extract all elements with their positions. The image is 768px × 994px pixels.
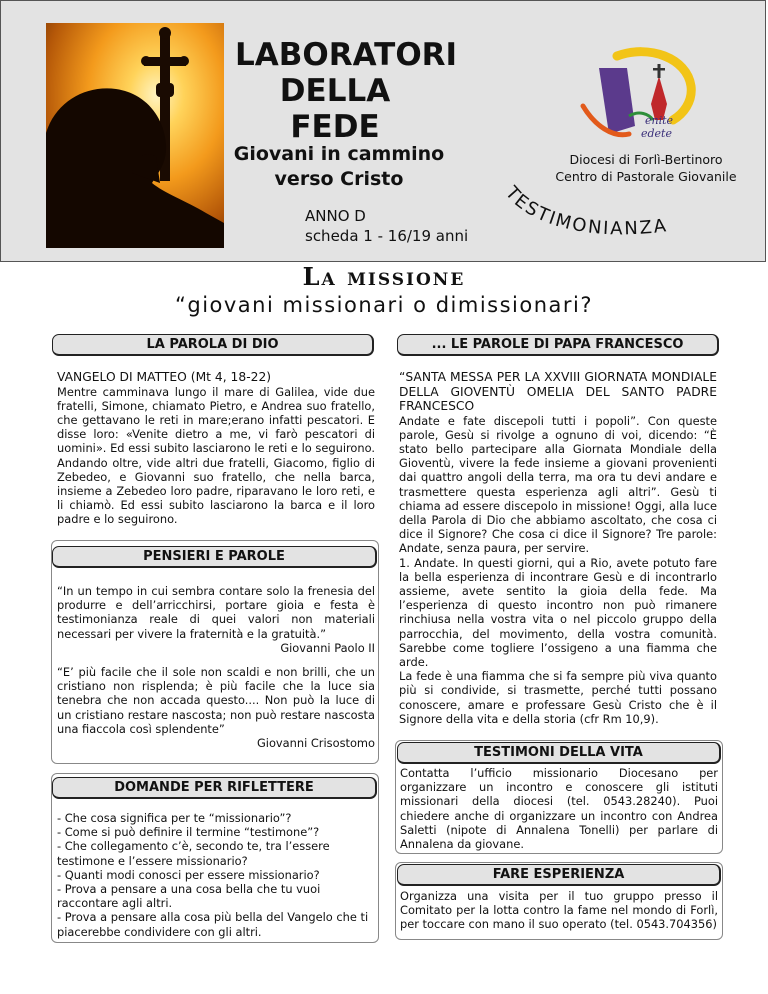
header-band xyxy=(0,0,766,262)
main-title xyxy=(235,37,458,145)
pensieri-heading: PENSIERI E PAROLE xyxy=(52,546,377,568)
testimoni-heading: TESTIMONI DELLA VITA xyxy=(397,742,721,764)
testimonianza-text: TESTIMONIANZA xyxy=(501,182,670,240)
parola-section xyxy=(57,370,375,527)
domande-heading: DOMANDE PER RIFLETTERE xyxy=(52,777,377,799)
anno-label: ANNO D xyxy=(305,207,366,225)
parola-heading: LA PAROLA DI DIO xyxy=(52,334,374,356)
list-item: - Come si può definire il termine “testimone”? xyxy=(57,825,320,840)
parola-lead: VANGELO DI MATTEO (Mt 4, 18-22) xyxy=(57,370,272,384)
pensieri-section xyxy=(57,584,375,750)
quote-text: “E’ più facile che il sole non scaldi e non brilli, che un cristiano non risplenda; è più facile che la luce sia tenebra che non accada questo.... Non può la luce di un cristiano restare nascosta; non può restare nascosta una fiaccola così splendente” xyxy=(57,665,375,736)
list-item: - Prova a pensare alla cosa più bella del Vangelo che ti piacerebbe condividere con gli altri. xyxy=(57,910,369,939)
papa-heading: ... LE PAROLE DI PAPA FRANCESCO xyxy=(397,334,719,356)
year-info xyxy=(305,206,468,246)
esperienza-heading: FARE ESPERIENZA xyxy=(397,864,721,886)
papa-body: 1. Andate. In questi giorni, qui a Rio, avete potuto fare la bella esperienza di incontrare Gesù e di incontrarlo assieme, avete sentito la gioia della fede. Ma l’esperienza di questo incontro non può rimanere rinchiusa nella vostra vita o nel piccolo gruppo della parrocchia, del movimento, della vostra comunità. Sarebbe come togliere l’ossigeno a una fiamma che arde. xyxy=(399,555,717,669)
list-item: - Che cosa significa per te “missionario”? xyxy=(57,811,292,825)
papa-section xyxy=(399,370,717,726)
venite-vedete-logo xyxy=(569,46,699,146)
quote-text: “In un tempo in cui sembra contare solo la frenesia del produrre e dell’arricchirsi, portare gioia e festa è testimonianza reale di quei valori non materiali necessari per vivere la fraternità e la gratuità.” xyxy=(57,584,375,641)
silhouette-cross-photo xyxy=(46,23,224,248)
page-subtitle: “giovani missionari o dimissionari? xyxy=(174,293,594,317)
page-heading xyxy=(0,262,768,318)
page-title: La missione xyxy=(302,262,466,291)
papa-body: Andate e fate discepoli tutti i popoli”. Con queste parole, Gesù si rivolge a ognuno di voi, dicendo: “È stato bello partecipare alla Giornata Mondiale della Gioventù, vivere la fede insieme a giovani provenienti dai quattro angoli della terra, ma ora tu devi andare e trasmettere questa esperienza agli altri”. Gesù ti chiama ad essere discepolo in missione! Oggi, alla luce della Parola di Dio che abbiamo ascoltato, che cosa ci dice il Signore? Che cosa ci dice il Signore? Tre parole: Andate, senza paura, per servire. xyxy=(399,413,717,556)
logo-text-line: edete xyxy=(641,127,672,140)
subtitle xyxy=(233,142,445,192)
svg-text:TESTIMONIANZA xyxy=(500,182,669,240)
domande-list xyxy=(57,811,373,939)
list-item: - Prova a pensare a una cosa bella che tu vuoi raccontare agli altri. xyxy=(57,882,321,911)
scheda-label: scheda 1 - 16/19 anni xyxy=(305,227,469,245)
parola-body: Mentre camminava lungo il mare di Galilea, vide due fratelli, Simone, chiamato Pietro, e Andrea suo fratello, che gettavano le reti in mare;erano infatti pescatori. E disse loro: «Venite dietro a me, vi farò pescatori di uomini». Ed essi subito lasciarono le reti e lo seguirono. Andando oltre, vide altri due fratelli, Giacomo, figlio di Zebedeo, e Giovanni suo fratello, che nella barca, insieme a Zebedeo loro padre, riparavano le loro reti, e li chiamò. Ed essi subito lasciarono la barca e il loro padre e lo seguirono. xyxy=(57,384,375,527)
title-line: LABORATORI xyxy=(235,37,458,73)
testimonianza-arc xyxy=(491,181,691,261)
logo-text-line: enite xyxy=(645,114,674,127)
subtitle-line: Giovani in cammino xyxy=(233,143,445,165)
esperienza-body: Organizza una visita per il tuo gruppo presso il Comitato per la lotta contro la fame nel mondo di Forlì, per toccare con mano il suo operato (tel. 0543.704356) xyxy=(400,889,718,932)
title-line: DELLA xyxy=(279,73,391,109)
diocesi-line: Diocesi di Forlì-Bertinoro xyxy=(569,152,723,167)
subtitle-line: verso Cristo xyxy=(274,168,404,190)
diocesi-line: Centro di Pastorale Giovanile xyxy=(555,169,737,184)
testimoni-body: Contatta l’ufficio missionario Diocesano per organizzare un incontro e conoscere gli istituti missionari della diocesi (tel. 0543.28240). Puoi chiedere anche di organizzare un incontro con Andrea Saletti (nipote di Annalena Tonelli) per parlare di Annalena da giovane. xyxy=(400,766,718,852)
papa-body: La fede è una fiamma che si fa sempre più viva quanto più si condivide, si trasmette, perché tutti possano conoscere, amare e professare Gesù Cristo che è il Signore della vita e della storia (cfr Rm 10,9). xyxy=(399,669,717,726)
list-item: - Quanti modi conosci per essere missionario? xyxy=(57,867,320,882)
quote-author: Giovanni Paolo II xyxy=(280,640,375,655)
quote-author: Giovanni Crisostomo xyxy=(256,736,375,751)
title-line: FEDE xyxy=(290,109,380,145)
papa-lead: “SANTA MESSA PER LA XXVIII GIORNATA MONDIALE DELLA GIOVENTÙ OMELIA DEL SANTO PADRE FRANCESCO xyxy=(399,370,717,413)
diocesi-info xyxy=(546,151,746,185)
list-item: - Che collegamento c’è, secondo te, tra l’essere testimone e l’essere missionario? xyxy=(57,839,330,868)
